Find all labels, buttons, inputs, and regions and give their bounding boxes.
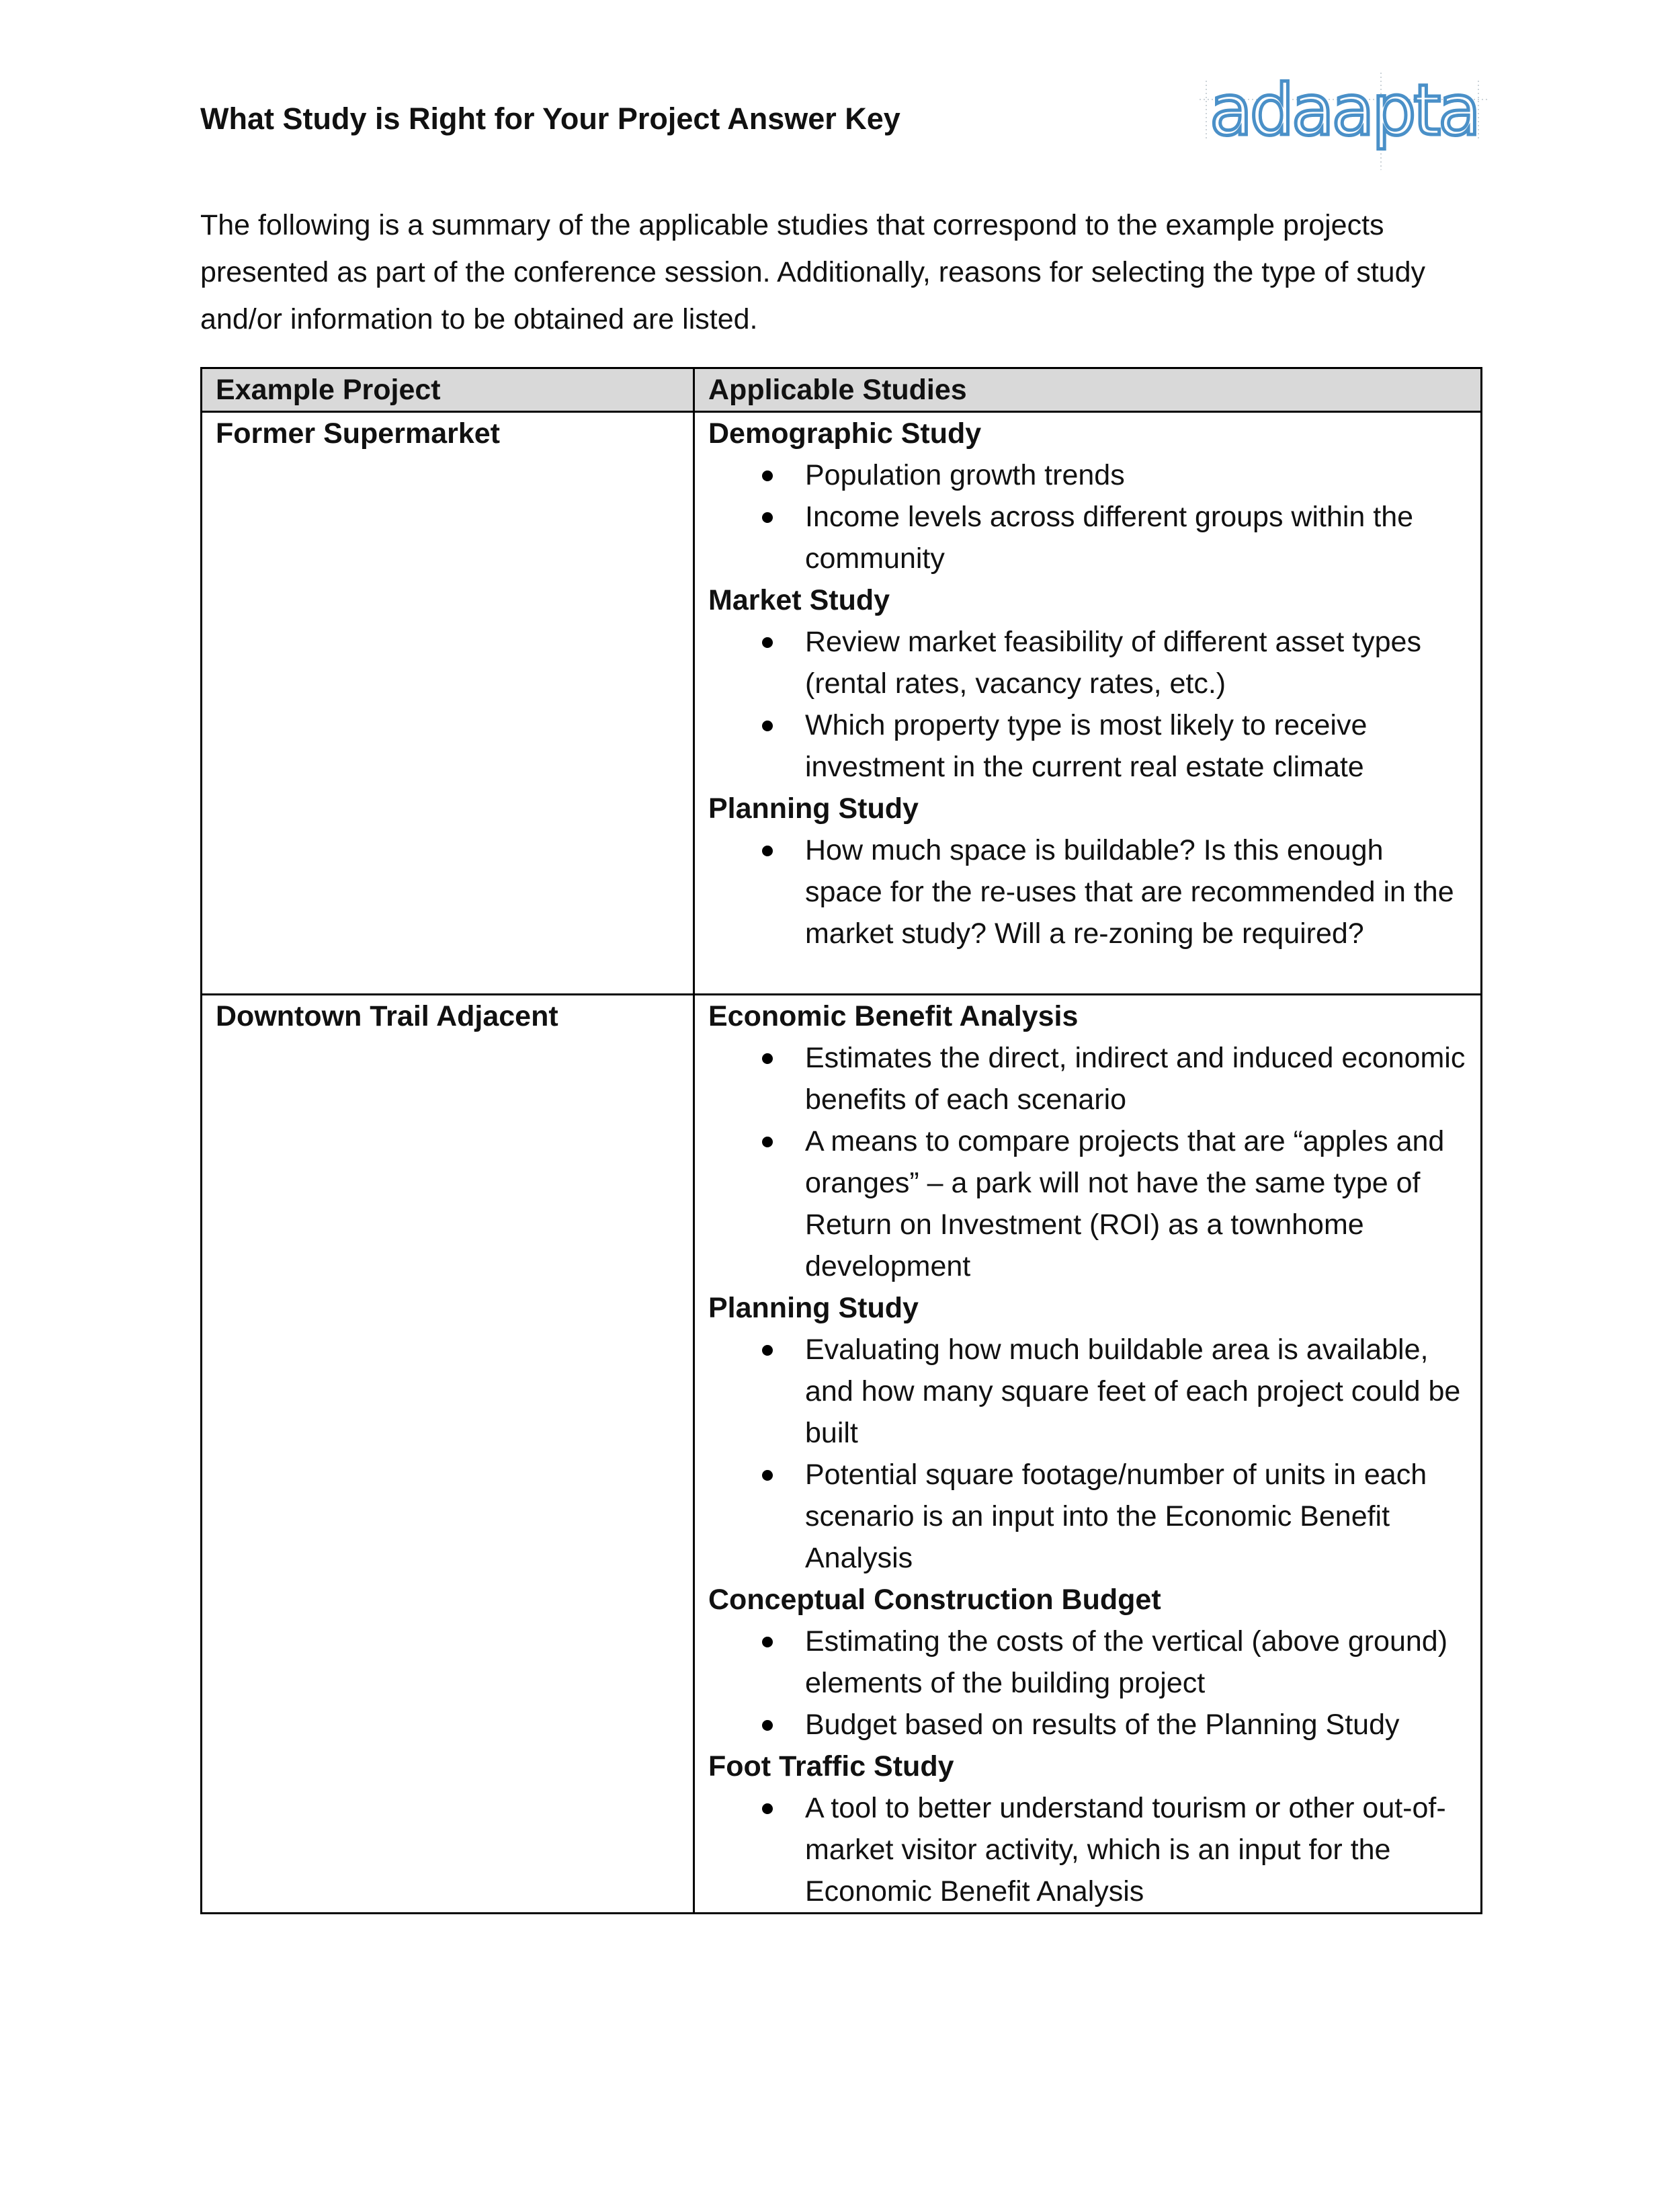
table-row <box>202 412 1482 995</box>
bullet-icon <box>762 512 773 523</box>
list-item: How much space is buildable? Is this enough space for the re-uses that are recommended in the market study? Will a re-zoning be required? <box>708 829 1467 954</box>
study-items <box>708 454 1467 579</box>
bullet-icon <box>762 721 773 731</box>
bullet-icon <box>762 470 773 481</box>
logo-wordmark: adaapta <box>1210 73 1478 151</box>
list-item: Budget based on results of the Planning Study <box>708 1704 1467 1746</box>
study-name: Economic Benefit Analysis <box>708 1000 1079 1032</box>
bullet-icon <box>762 1637 773 1647</box>
page-title: What Study is Right for Your Project Answer Key <box>200 101 900 136</box>
list-item: Population growth trends <box>708 454 1467 496</box>
study-items <box>708 621 1467 788</box>
intro-paragraph: The following is a summary of the applicable studies that correspond to the example projects presented as part of the conference session. Additionally, reasons for selecting the type of study and/or information to be obtained are listed. <box>200 209 1426 335</box>
study-name: Foot Traffic Study <box>708 1750 954 1783</box>
study-items <box>708 1037 1467 1287</box>
study-name: Demographic Study <box>708 417 982 450</box>
header-example-project: Example Project <box>202 368 694 412</box>
study-items <box>708 1787 1467 1912</box>
project-name: Former Supermarket <box>202 412 694 995</box>
list-item: Estimating the costs of the vertical (above ground) elements of the building project <box>708 1621 1467 1704</box>
studies-table <box>200 367 1482 1914</box>
table-row <box>202 995 1482 1914</box>
bullet-icon <box>762 846 773 856</box>
adaapta-logo <box>1200 73 1488 173</box>
study-name: Planning Study <box>708 1292 919 1324</box>
list-item: Estimates the direct, indirect and induced economic benefits of each scenario <box>708 1037 1467 1120</box>
list-item: Review market feasibility of different asset types (rental rates, vacancy rates, etc.) <box>708 621 1467 704</box>
bullet-icon <box>762 637 773 648</box>
list-item: A means to compare projects that are “apples and oranges” – a park will not have the same type of Return on Investment (ROI) as a townhome development <box>708 1120 1467 1287</box>
study-block <box>708 1287 1467 1579</box>
studies-cell <box>694 995 1482 1914</box>
header-applicable-studies: Applicable Studies <box>694 368 1482 412</box>
list-item: Evaluating how much buildable area is available, and how many square feet of each project could be built <box>708 1329 1467 1454</box>
study-block <box>708 1746 1467 1912</box>
project-name: Downtown Trail Adjacent <box>202 995 694 1914</box>
bullet-icon <box>762 1137 773 1147</box>
study-items <box>708 1329 1467 1579</box>
study-name: Market Study <box>708 584 890 616</box>
cell-spacer <box>708 954 1467 993</box>
bullet-icon <box>762 1053 773 1064</box>
bullet-icon <box>762 1720 773 1731</box>
study-block <box>708 579 1467 788</box>
list-item: Income levels across different groups within the community <box>708 496 1467 579</box>
study-name: Planning Study <box>708 792 919 825</box>
study-name: Conceptual Construction Budget <box>708 1584 1161 1616</box>
studies-cell <box>694 412 1482 995</box>
list-item: Potential square footage/number of units in each scenario is an input into the Economic Benefit Analysis <box>708 1454 1467 1579</box>
list-item: Which property type is most likely to receive investment in the current real estate climate <box>708 704 1467 788</box>
bullet-icon <box>762 1803 773 1814</box>
table-header-row <box>202 368 1482 412</box>
study-block <box>708 413 1467 579</box>
study-block <box>708 788 1467 954</box>
list-item: A tool to better understand tourism or other out-of-market visitor activity, which is an input for the Economic Benefit Analysis <box>708 1787 1467 1912</box>
study-block <box>708 1579 1467 1746</box>
study-items <box>708 1621 1467 1746</box>
bullet-icon <box>762 1470 773 1481</box>
study-block <box>708 995 1467 1287</box>
study-items <box>708 829 1467 954</box>
bullet-icon <box>762 1345 773 1356</box>
